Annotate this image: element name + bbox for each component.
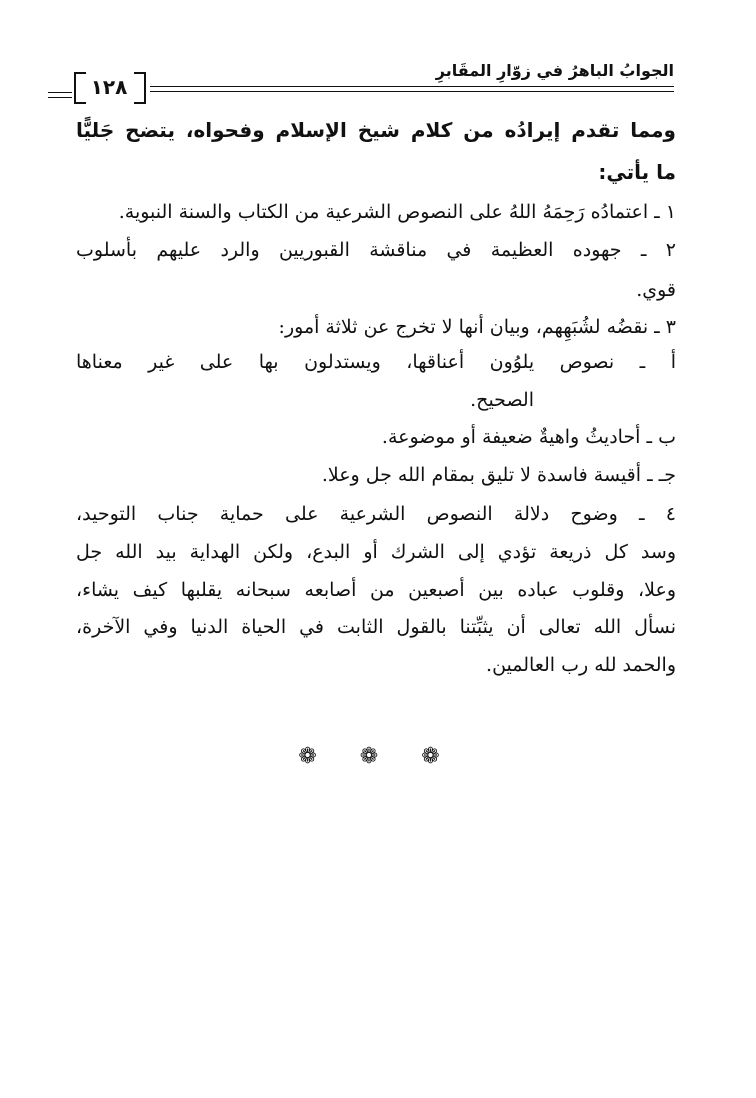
header-rule-bottom [150, 91, 674, 92]
item-3-b: ب ـ أحاديثُ واهيةٌ ضعيفة أو موضوعة. [381, 426, 676, 448]
page-header [74, 60, 674, 104]
header-rule-short-top [48, 92, 72, 93]
item-4-line-4: نسأل الله تعالى أن يثبِّتنا بالقول الثابت في الحياة الدنيا وفي الآخرة، [76, 616, 676, 638]
page-number: ١٢٨ [90, 75, 128, 99]
item-2-line-2: قوي. [636, 279, 676, 301]
item-2-line-1: ٢ ـ جهوده العظيمة في مناقشة القبوريين والرد عليهم بأسلوب [76, 239, 676, 261]
item-1: ١ ـ اعتمادُه رَحِمَهُ اللهُ على النصوص الشرعية من الكتاب والسنة النبوية. [118, 201, 676, 223]
closing-line: والحمد لله رب العالمين. [486, 654, 676, 676]
intro-line-1: ومما تقدم إيرادُه من كلام شيخ الإسلام وفحواه، يتضح جَليًّا [76, 118, 676, 142]
item-3-c: جـ ـ أقيسة فاسدة لا تليق بمقام الله جل وعلا. [321, 464, 676, 486]
item-3-a-line-1: أ ـ نصوص يلوُون أعناقها، ويستدلون بها على غير معناها [76, 351, 676, 373]
intro-line-2: ما يأتي: [598, 160, 676, 184]
item-3 [279, 316, 676, 338]
item-4-line-2: وسد كل ذريعة تؤدي إلى الشرك أو البدع، ولكن الهداية بيد الله جل [76, 541, 676, 563]
header-rule-short-bottom [48, 97, 72, 98]
item-4-line-3: وعلا، وقلوب عباده بين أصبعين من أصابعه سبحانه يقلبها كيف يشاء، [76, 579, 676, 601]
section-end-ornaments: ❁ ❁ ❁ [298, 744, 458, 769]
running-title: الجوابُ الباهرُ في زوّارِ المقَابرِ [435, 61, 674, 80]
item-3-a-line-2: الصحيح. [470, 389, 534, 411]
header-rule-top [150, 86, 674, 87]
item-4-line-1: ٤ ـ وضوح دلالة النصوص الشرعية على حماية جناب التوحيد، [76, 503, 676, 525]
item-3-text: ٣ ـ نقضُه لشُبَهِهم، وبيان أنها لا تخرج عن ثلاثة أمور: [278, 316, 676, 338]
